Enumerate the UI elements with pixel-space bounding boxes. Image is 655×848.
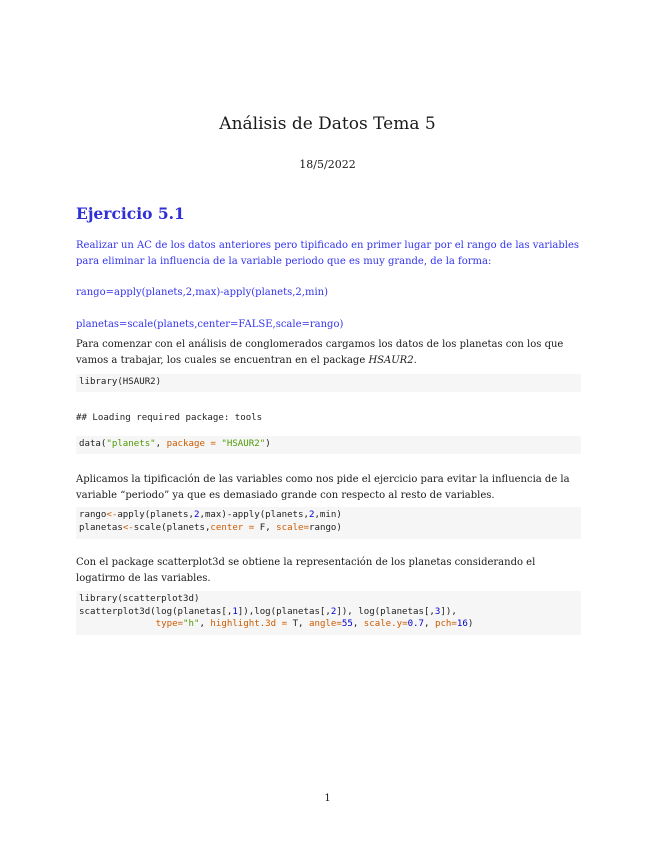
code-output: ## Loading required package: tools <box>76 413 263 423</box>
code-block-scatterplot <box>76 591 581 635</box>
code-operator: = <box>204 439 222 449</box>
code-token: , <box>155 439 167 449</box>
code-string: "planets" <box>106 439 156 449</box>
code-string: "HSAUR2" <box>221 439 266 449</box>
code-keyword: type= <box>155 619 184 629</box>
code-number: 16 <box>456 619 468 629</box>
code-line: library(scatterplot3d) <box>79 594 200 604</box>
code-token: data( <box>79 439 107 449</box>
section-heading: Ejercicio 5.1 <box>76 204 185 223</box>
code-number: 55 <box>341 619 353 629</box>
code-keyword: center <box>210 522 244 533</box>
package-name: HSAUR2 <box>368 355 414 366</box>
code-token: apply(planets, <box>117 510 194 520</box>
code-block-data <box>76 436 581 454</box>
document-title: Análisis de Datos Tema 5 <box>219 114 436 134</box>
code-indent <box>79 619 156 629</box>
code-number: 2 <box>308 510 315 520</box>
code-token: planetas <box>79 522 123 533</box>
code-number: 3 <box>434 606 441 617</box>
page-number: 1 <box>324 793 331 804</box>
code-token: ) <box>467 619 474 629</box>
code-token: ) <box>265 439 271 449</box>
code-token: ]),log(planetas[, <box>237 606 331 617</box>
document-date: 18/5/2022 <box>299 158 356 171</box>
code-token: scatterplot3d(log(planetas[, <box>79 606 233 617</box>
code-token: ,min) <box>314 510 342 520</box>
code-operator: <- <box>122 522 134 533</box>
exercise-statement: Realizar un AC de los datos anteriores pero tipificado en primer lugar por el rango de las variables para eliminar la influencia de la variable periodo que es muy grande, de la forma: <box>76 240 580 267</box>
code-number: 2 <box>330 606 337 617</box>
code-operator: = <box>243 522 260 533</box>
paragraph-scatterplot: Con el package scatterplot3d se obtiene la representación de los planetas considerando el logatirmo de las variables. <box>76 557 536 584</box>
code-number: 0.7 <box>407 619 425 629</box>
paragraph-tipificacion: Aplicamos la tipificación de las variables como nos pide el ejercicio para evitar la influencia de la variable “periodo” ya que es demasiado grande con respecto al resto de variables. <box>76 474 570 501</box>
code-block-scale <box>76 507 581 539</box>
paragraph-intro-text: Para comenzar con el análisis de conglomerados cargamos los datos de los planetas con los que vamos a trabajar, los cuales se encuentran en el package <box>76 339 564 366</box>
formula-planetas: planetas=scale(planets,center=FALSE,scale=rango) <box>76 319 344 330</box>
code-keyword: scale <box>276 522 304 533</box>
paragraph-intro-end: . <box>413 355 417 366</box>
code-token: , <box>352 619 364 629</box>
code-line: library(HSAUR2) <box>79 377 162 387</box>
code-token: ]), log(planetas[, <box>336 606 435 617</box>
code-keyword: highlight.3d <box>210 619 277 629</box>
code-token: , <box>298 619 309 629</box>
code-token: T <box>292 619 299 629</box>
code-token: , <box>199 619 211 629</box>
code-operator: <- <box>106 510 118 520</box>
code-token: F <box>259 522 266 533</box>
code-operator: = <box>303 522 310 533</box>
code-keyword: scale.y= <box>363 619 408 629</box>
code-keyword: angle= <box>309 619 342 629</box>
code-token: scale(planets, <box>133 522 211 533</box>
code-block-library <box>76 374 581 392</box>
code-token: rango <box>79 510 107 520</box>
code-string: "h" <box>183 619 200 629</box>
paragraph-intro <box>76 337 581 369</box>
formula-rango: rango=apply(planets,2,max)-apply(planets,2,min) <box>76 287 328 298</box>
code-number: 1 <box>232 606 238 617</box>
code-keyword: package <box>166 439 205 449</box>
code-operator: = <box>276 619 293 629</box>
code-number: 2 <box>193 510 200 520</box>
code-keyword: pch= <box>434 619 457 629</box>
code-token: , <box>265 522 277 533</box>
code-token: ,max)-apply(planets, <box>199 510 309 520</box>
code-token: , <box>424 619 435 629</box>
code-token: ]), <box>440 606 457 617</box>
code-token: rango) <box>309 522 342 533</box>
